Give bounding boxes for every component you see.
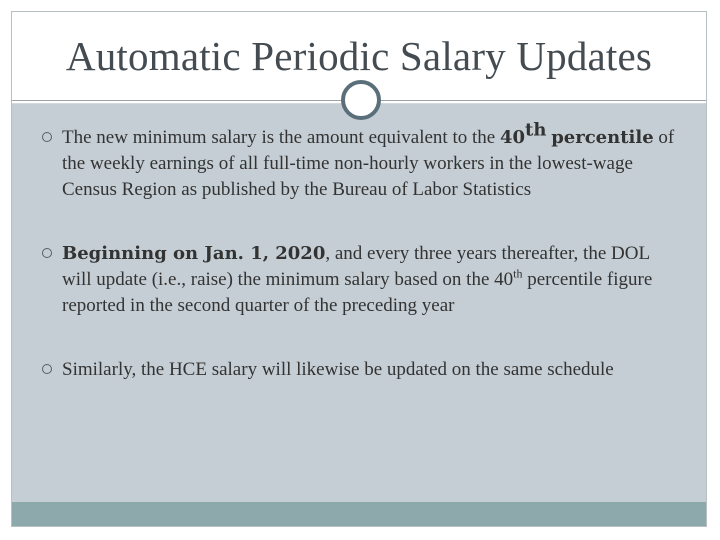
hollow-circle-bullet-icon (42, 132, 52, 142)
bullet-superscript: th (513, 266, 523, 281)
bullet-text: , and every three years thereafter, the DOL will update (i.e., raise) the minimum salary based on the 40 (62, 243, 650, 290)
hollow-circle-bullet-icon (42, 364, 52, 374)
bullet-item-minimum-salary (42, 119, 682, 203)
bullet-list (42, 119, 682, 383)
hollow-circle-bullet-icon (42, 248, 52, 258)
bullet-text: Similarly, the HCE salary will likewise be updated on the same schedule (62, 359, 614, 380)
bullet-item-hce-salary (42, 357, 682, 383)
circle-ornament-icon (341, 80, 381, 120)
bullet-bold-term: percentile (551, 127, 654, 148)
bullet-superscript: th (525, 119, 547, 141)
bullet-bold-number: 40 (499, 127, 526, 148)
bullet-text: The new minimum salary is the amount equivalent to the (62, 127, 500, 148)
bottom-band (12, 502, 706, 526)
bullet-item-update-schedule (42, 241, 682, 319)
slide-title: Automatic Periodic Salary Updates (65, 33, 653, 79)
bullet-text-continued: of the weekly earnings of all full-time non-hourly workers in the lowest-wage Census Region as published by the Bureau of Labor Statistics (62, 127, 675, 200)
bullet-text-continued: percentile figure reported in the second quarter of the preceding year (62, 269, 653, 316)
bullet-bold-date: Beginning on Jan. 1, 2020 (62, 243, 326, 264)
